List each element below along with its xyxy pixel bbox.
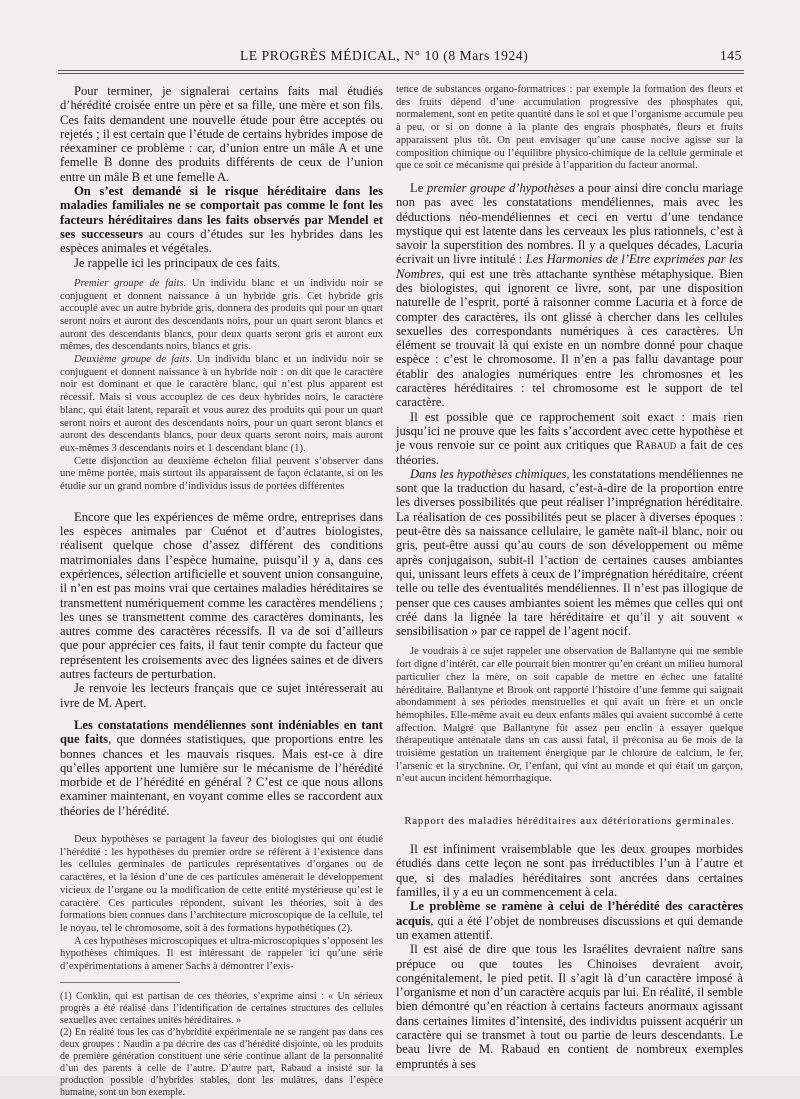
text: , les constatations mendéliennes ne sont que la traduction du hasard, c’est-à-dire de la proportion entre les diverses possibilités que peut réaliser l’imprégnation héréditaire. La réalisation de ces possibilités peut se placer à diverses époques : peut-être dès sa naissance cellulaire, le gamète naît-il blanc, noir ou gris, peut-être aussi qu’au cours de son développement ou même après conjugaison, subit-il l’action de certaines causes ambiantes qui, unissant leurs effets à ceux de l’imprégnation héréditaire, créent telle ou telle des éventualités mendéliennes. Il n’est pas illogique de penser que ces causes ambiantes soient les mêmes que celles qui ont créé dans la lignée la tare héréditaire et qu’il y ait souvent « sensibilisation » par ce rappel de l’agent nocif.	[396, 466, 743, 639]
paragraph-small	[60, 354, 383, 456]
italic-text: Dans les hypothèses chimiques	[410, 466, 567, 481]
text: , qui est une très attachante synthèse métaphysique. Bien des biologistes, qui ignorent ce livre, sont, par une disposition naturelle de l’esprit, porté à raisonner comme Lacuria et à force de compter des caractères, ils ont glissé à chercher dans les cellules sexuelles des correspondants numériques à ces caractères. Un élément se trouvait là qui existe en un nombre donné pour chaque espèce : c’est le chromosome. Il n’en a pas fallu davantage pour établir des analogies numériques entre les chromosnes et les caractères héréditaires : tel chromosome est le support de tel caractère.	[396, 266, 743, 410]
paragraph-small: Je voudrais à ce sujet rappeler une observation de Ballantyne qui me semble fort digne d’intérêt, car elle pourrait bien montrer qu’en créant un milieu humoral particulier chez la mère, on soit capable de mettre en échec une fatalité héréditaire. Ballantyne et Brook ont rapporté l’histoire d’une femme qui saignait abondamment à ses périodes menstruelles et qui avait un frère et un oncle hémophiles. Elle-même avait eu deux enfants mâles qui avaient succombé à cette affection. Malgré que Ballantyne fût assez peu enclin à essayer quelque thérapeutique anténatale dans un cas aussi fatal, il préconisa au 6e mois de la troisième gestation un traitement énergique par le chlorure de calcium, le fer, l’arsenic et la strychnine. Or, l’enfant, qui vint au monde et qui était un garçon, n’eut aucun incident hémorrhagique.	[396, 646, 743, 785]
paragraph-small	[60, 278, 383, 354]
bold-text: On s’est demandé si le risque héréditaire dans les maladies familiales ne se comportait pas comme le font les facteurs héréditaires dans les faits observés par Mendel et ses successeurs	[60, 184, 383, 241]
bold-text: Le problème se ramène à celui de l’hérédité des caractères acquis	[396, 899, 743, 928]
paragraph-small: Deux hypothèses se partagent la faveur des biologistes qui ont étudié l’hérédité : les hypothèses du premier ordre se réfèrent à l’existence dans les cellules germinales de particules représentatives d’organes ou de caractères, et la lésion d’une de ces particules amènerait le développement vicieux de l’organe ou la modification de cette entité mystérieuse qu’est le caractère. Ces particules répondent, suivant les théories, soit à des formations bien connues dans l’architecture microscopique de la cellule, tel le noyau, tel le chromosome, soit à des formations hypothétiques (2).	[60, 834, 383, 934]
paragraph-small: A ces hypothèses microscopiques et ultra-microscopiques s’opposent les hypothèses chimiques. Il est intéressant de rappeler ici qu’une série d’expérimentations à amener Sachs à démontrer l’exis-	[60, 935, 383, 973]
running-header	[60, 48, 742, 70]
paragraph	[60, 718, 383, 818]
text: a pour ainsi dire conclu mariage non pas avec les constatations mendéliennes, mais avec les déductions néo-mendéliennes et ceci en vertu d’une tendance mystique qui est latente dans les cerveaux les plus rationnels, c’est à savoir la superstition des nombres. Il y a quelques décades, Lacuria écrivait un livre intitulé :	[396, 180, 743, 267]
text: , qui a été l’objet de nombreuses discussions et qui demande un examen attentif.	[396, 913, 743, 942]
footnote: (2) En réalité tous les cas d’hybridité expérimentale ne se rangent pas dans ces deux groupes : Naudin a pu décrire des cas d’hérédité disjointe, où les produits de première génération constituent une série continue allant de la personnalité d’un des parents à celle de l’autre. D’autre part, Rabaud a insisté sur la production possible d’hybrides stables, dont les mulâtres, dans l’espèce humaine, sont un bon exemple.	[60, 1026, 383, 1098]
italic-text: Les Harmonies de l’Etre exprimées par les Nombres	[396, 252, 744, 281]
journal-title: LE PROGRÈS MÉDICAL, N° 10 (8 Mars 1924)	[240, 48, 529, 63]
text: Il est possible que ce rapprochement soit exact : mais rien jusqu’ici ne prouve que les faits s’accordent avec cette hypothèse et je vous renvoie sur ce point aux critiques que	[396, 409, 743, 453]
right-column	[396, 84, 743, 1071]
section-heading: Rapport des maladies héréditaires aux détériorations germinales.	[404, 815, 735, 828]
footnote: (1) Conklin, qui est partisan de ces théories, s’exprime ainsi : « Un sérieux progrès a été réalisé dans l’identification de certaines structures des cellules sexuelles avec certaines unités héréditaires. »	[60, 990, 383, 1026]
paragraph: Pour terminer, je signalerai certains faits mal étudiés d’hérédité croisée entre un père et sa fille, une mère et son fils. Ces faits demandent une nouvelle étude pour être acceptés ou rejetés ; il est certain que l’étude de certains hybrides impose de réexaminer ce problème : car, d’union entre un mâle A et une femelle B donne des produits différents de ceux de l’union entre un mâle B et une femelle A.	[60, 84, 383, 184]
text: , que données statistiques, que proportions entre les bonnes chances et les mauvais risques. Mais est-ce à dire qu’elles apportent une lumière sur le mécanisme de l’hérédité morbide et de l’hérédité en général ? C’est ce que nous allons examiner maintenant, en voyant comme elles se raccordent aux théories de l’hérédité.	[60, 732, 383, 818]
page-number: 145	[719, 48, 742, 63]
paragraph-small: Cette disjonction au deuxième échelon filial peuvent s’observer dans une même portée, mais surtout ils apparaissent de façon éclatante, si on les étudie sur un grand nombre d’individus issus de portées différentes	[60, 455, 383, 493]
text: Un individu blanc et un individu noir se conjuguent et donnent naissance à un hybride noir : on dit que le caractère noir est dominant et que le caractère blanc, qui n’est plus apparent est récessif. Mais si vous accouplez de ces deux hybrides noirs, le caractère blanc, qui était latent, reparaît et vous aurez des produits qui pour un quart seront noirs et auront des descendants noirs, pour un quart seront blancs et auront des descendants blancs, pour deux quarts seront noirs, mais auront eux-mêmes 3 descendants noirs et 1 descendant blanc (1).	[60, 354, 383, 454]
paragraph	[396, 410, 743, 467]
italic-text: premier groupe d’hypothèses	[426, 180, 575, 195]
paragraph: Il est aisé de dire que tous les Israélites devraient naître sans prépuce ou que toutes les Chinoises devraient avoir, congénitalement, le pied petit. Il s’agit là d’un caractère imposé à l’organisme et non d’un caractère acquis par lui. En réalité, il semble bien démontré qu’en réaction à certains facteurs anormaux agissant dans certaines limites d’intensité, des individus puissent acquérir un caractère qui se transmet à tout ou partie de leurs descendants. Le beau livre de M. Rabaud en contient de nombreux exemples empruntés à ses	[396, 942, 744, 1071]
italic-label: Premier groupe de faits.	[74, 277, 187, 289]
footnote-rule	[60, 982, 180, 983]
text: Un individu blanc et un individu noir se conjuguent et donnent naissance à un hybride gris. Cet hybride gris accouplé avec un autre hybride gris, donnera des produits qui pour un quart seront noirs et auront des descendants noirs, pour un quart seront blancs et auront des descendants blancs, pour deux quarts seront gris et auront eux mêmes, des descendants noirs, blancs et gris.	[60, 277, 383, 353]
paragraph	[396, 467, 743, 639]
text: Le	[410, 180, 427, 195]
header-rule-bottom	[58, 73, 744, 74]
paragraph: Encore que les expériences de même ordre, entreprises dans les espèces animales par Cuénot et d’autres biologistes, réalisent quelque chose d’assez différent des conditions matrimoniales dans l’espèce humaine, puisqu’il y a, dans ces expériences, sélection artificielle et souvent union consanguine, il n’en est pas moins vrai que certaines maladies héréditaires se transmettent numériquement comme les caractères mendéliens ; les unes se transmettent comme des caractères dominants, les autres comme des caractères récessifs. Il va de soi d’ailleurs que pour apprécier ces faits, il faut tenir compte du facteur que représentent les croisements avec des lignées saines et de divers autres facteurs de perturbation.	[60, 509, 383, 682]
italic-label: Deuxième groupe de faits.	[74, 354, 192, 366]
header-rule-top	[58, 70, 744, 71]
left-column	[60, 84, 383, 1099]
paragraph	[60, 184, 383, 255]
paragraph: Il est infiniment vraisemblable que les deux groupes morbides étudiés dans cette leçon ne sont pas irréductibles l’un à l’autre et que, si des maladies héréditaires sont ancrées dans certaines familles, il y a eu un commencement à cela.	[396, 842, 743, 900]
paragraph: Je renvoie les lecteurs français que ce sujet intéresserait au ivre de M. Apert.	[60, 681, 383, 710]
text: a fait de ces théories.	[396, 438, 744, 467]
author-name: Rabaud	[635, 438, 677, 453]
text: au cours d’études sur les hybrides dans les espèces animales et végétales.	[60, 226, 383, 256]
paragraph: Je rappelle ici les principaux de ces faits.	[74, 255, 281, 270]
paragraph	[396, 899, 743, 942]
bold-text: Les constatations mendéliennes sont indéniables en tant que faits	[60, 717, 383, 747]
paragraph	[396, 181, 743, 410]
paragraph-small: tence de substances organo-formatrices : par exemple la formation des fleurs et des fruits dépend d’une accumulation progressive des phosphates qui, normalement, sont en petite quantité dans le sol et que l’organisme accumule peu à peu, or si on donne à la plante des engrais phosphatés, fleurs et fruits apparaissent plus tôt. On peut envisager qu’une cause nocive agisse sur la composition chimique ou l’équilibre physico-chimique de la cellule germinale et que ce soit ce mécanisme qui préside à l’apparition du facteur anormal.	[396, 84, 743, 172]
